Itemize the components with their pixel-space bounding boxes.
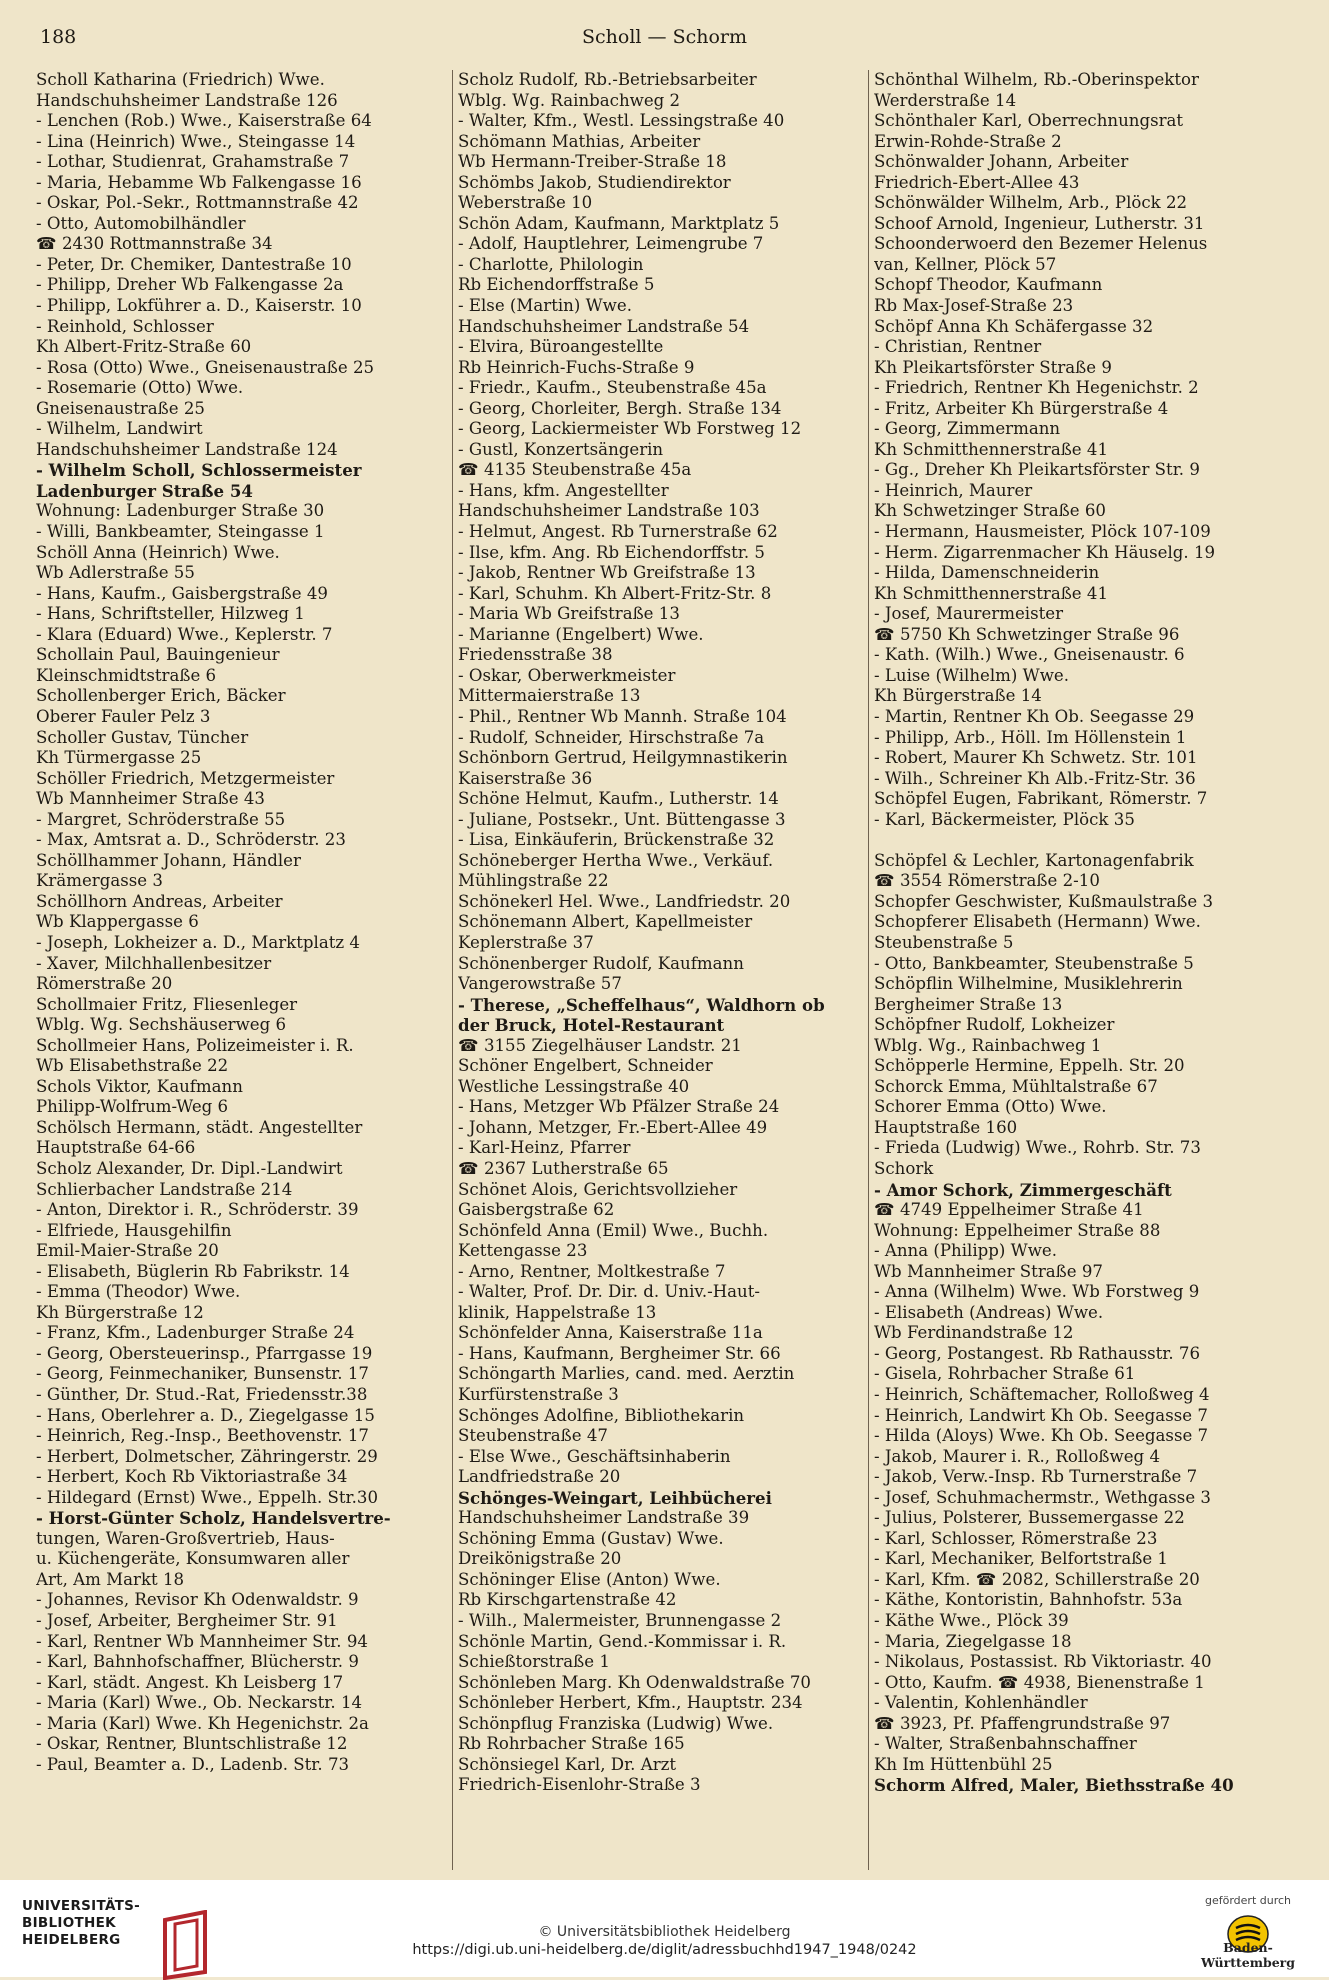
directory-entry: Schömann Mathias, Arbeiter <box>458 131 701 151</box>
directory-entry: Wb Elisabethstraße 22 <box>36 1056 229 1076</box>
directory-entry: - Paul, Beamter a. D., Ladenb. Str. 73 <box>36 1754 350 1774</box>
directory-entry: - Hilda, Damenschneiderin <box>874 563 1100 583</box>
directory-entry: - Jakob, Rentner Wb Greifstraße 13 <box>458 563 756 583</box>
directory-entry: - Georg, Feinmechaniker, Bunsenstr. 17 <box>36 1364 369 1384</box>
directory-entry: Wb Hermann-Treiber-Straße 18 <box>458 152 727 172</box>
directory-entry: - Josef, Maurermeister <box>874 604 1064 624</box>
directory-entry: - Lina (Heinrich) Wwe., Steingasse 14 <box>36 131 356 151</box>
directory-entry: - Lothar, Studienrat, Grahamstraße 7 <box>36 152 350 172</box>
directory-entry: - Wilh., Schreiner Kh Alb.-Fritz-Str. 36 <box>874 768 1196 788</box>
directory-entry: - Luise (Wilhelm) Wwe. <box>874 665 1070 685</box>
directory-entry: Wb Mannheimer Straße 43 <box>36 789 265 809</box>
directory-entry: - Karl, Rentner Wb Mannheimer Str. 94 <box>36 1631 368 1651</box>
directory-entry: - Emma (Theodor) Wwe. <box>36 1282 241 1302</box>
directory-entry: Schollain Paul, Bauingenieur <box>36 645 280 665</box>
directory-entry: Steubenstraße 47 <box>458 1426 608 1446</box>
directory-entry: - Phil., Rentner Wb Mannh. Straße 104 <box>458 706 787 726</box>
directory-entry: - Adolf, Hauptlehrer, Leimengrube 7 <box>458 234 764 254</box>
directory-entry: - Philipp, Arb., Höll. Im Höllenstein 1 <box>874 727 1187 747</box>
directory-entry: Schönthal Wilhelm, Rb.-Oberinspektor <box>874 70 1199 89</box>
directory-column-3 <box>874 70 1294 1796</box>
directory-entry: Schönemann Albert, Kapellmeister <box>458 912 753 932</box>
directory-entry: - Hans, Metzger Wb Pfälzer Straße 24 <box>458 1097 780 1117</box>
directory-entry: - Helmut, Angest. Rb Turnerstraße 62 <box>458 522 778 542</box>
directory-entry: Bergheimer Straße 13 <box>874 994 1063 1014</box>
directory-entry: Dreikönigstraße 20 <box>458 1549 622 1569</box>
directory-entry: Kleinschmidtstraße 6 <box>36 665 217 685</box>
directory-entry: - Anton, Direktor i. R., Schröderstr. 39 <box>36 1200 359 1220</box>
directory-entry: - Willi, Bankbeamter, Steingasse 1 <box>36 522 325 542</box>
directory-entry: Schollmaier Fritz, Fliesenleger <box>36 994 298 1014</box>
page-header <box>40 26 1289 56</box>
library-name-line3: HEIDELBERG <box>22 1932 121 1948</box>
directory-entry: Schön Adam, Kaufmann, Marktplatz 5 <box>458 213 780 233</box>
directory-entry: Steubenstraße 5 <box>874 932 1014 952</box>
directory-entry: - Rosa (Otto) Wwe., Gneisenaustraße 25 <box>36 357 375 377</box>
directory-entry: - Georg, Lackiermeister Wb Forstweg 12 <box>458 419 802 439</box>
directory-entry: - Gisela, Rohrbacher Straße 61 <box>874 1364 1136 1384</box>
directory-entry: Schönwalder Johann, Arbeiter <box>874 152 1129 172</box>
directory-entry: - Arno, Rentner, Moltkestraße 7 <box>458 1261 726 1281</box>
directory-entry: Schönle Martin, Gend.-Kommissar i. R. <box>458 1631 787 1651</box>
directory-entry: Philipp-Wolfrum-Weg 6 <box>36 1097 229 1117</box>
directory-entry: Schöpf Anna Kh Schäfergasse 32 <box>874 316 1154 336</box>
directory-entry: Schöll Anna (Heinrich) Wwe. <box>36 542 280 562</box>
directory-entry: Krämergasse 3 <box>36 871 163 891</box>
directory-entry: Wb Adlerstraße 55 <box>36 563 195 583</box>
directory-entry: Schöne Helmut, Kaufm., Lutherstr. 14 <box>458 789 779 809</box>
directory-entry: van, Kellner, Plöck 57 <box>874 254 1057 274</box>
directory-entry: - Elisabeth (Andreas) Wwe. <box>874 1302 1104 1322</box>
directory-entry: - Otto, Automobilhändler <box>36 213 246 233</box>
directory-entry: - Käthe Wwe., Plöck 39 <box>874 1611 1069 1631</box>
directory-entry: - Max, Amtsrat a. D., Schröderstr. 23 <box>36 830 346 850</box>
directory-entry: Keplerstraße 37 <box>458 932 594 952</box>
directory-entry: Schönpflug Franziska (Ludwig) Wwe. <box>458 1713 774 1733</box>
directory-entry: Rb Kirschgartenstraße 42 <box>458 1590 677 1610</box>
directory-entry: - Charlotte, Philologin <box>458 254 644 274</box>
funder-logo <box>1183 1894 1313 1974</box>
directory-entry: Kh Türmergasse 25 <box>36 748 202 768</box>
directory-entry: - Anna (Wilhelm) Wwe. Wb Forstweg 9 <box>874 1282 1200 1302</box>
directory-entry-bold: Schorm Alfred, Maler, Biethsstraße 40 <box>874 1775 1234 1796</box>
directory-entry: - Walter, Prof. Dr. Dir. d. Univ.-Haut- <box>458 1282 761 1302</box>
directory-entry: Schönborn Gertrud, Heilgymnastikerin <box>458 748 788 768</box>
directory-entry: Schöning Emma (Gustav) Wwe. <box>458 1528 724 1548</box>
directory-entry: Weberstraße 10 <box>458 193 593 213</box>
directory-entry-bold: - Horst-Günter Scholz, Handelsvertre- <box>36 1508 391 1529</box>
directory-entry: - Gustl, Konzertsängerin <box>458 439 664 459</box>
directory-entry: - Valentin, Kohlenhändler <box>874 1693 1088 1713</box>
directory-entry: - Robert, Maurer Kh Schwetz. Str. 101 <box>874 748 1198 768</box>
directory-entry: - Julius, Polsterer, Bussemergasse 22 <box>874 1508 1185 1528</box>
directory-entry: - Oskar, Rentner, Bluntschlistraße 12 <box>36 1734 348 1754</box>
directory-entry: - Johannes, Revisor Kh Odenwaldstr. 9 <box>36 1590 359 1610</box>
directory-entry: Schopfer Geschwister, Kußmaulstraße 3 <box>874 891 1214 911</box>
directory-entry: - Elisabeth, Büglerin Rb Fabrikstr. 14 <box>36 1261 350 1281</box>
directory-entry: - Maria (Karl) Wwe. Kh Hegenichstr. 2a <box>36 1713 369 1733</box>
directory-entry-bold: Ladenburger Straße 54 <box>36 480 253 501</box>
directory-entry: Schöngarth Marlies, cand. med. Aerztin <box>458 1364 795 1384</box>
directory-entry: - Lenchen (Rob.) Wwe., Kaiserstraße 64 <box>36 111 372 131</box>
directory-entry: Schorck Emma, Mühltalstraße 67 <box>874 1076 1158 1096</box>
directory-entry: Schollenberger Erich, Bäcker <box>36 686 286 706</box>
directory-entry: - Elvira, Büroangestellte <box>458 337 664 357</box>
directory-entry: Kh Schmitthennerstraße 41 <box>874 583 1109 603</box>
directory-entry: Friedrich-Ebert-Allee 43 <box>874 172 1080 192</box>
directory-entry: ☎ 3554 Römerstraße 2-10 <box>874 871 1100 891</box>
directory-entry: Kurfürstenstraße 3 <box>458 1385 619 1404</box>
directory-entry: - Christian, Rentner <box>874 337 1042 357</box>
directory-entry: Mittermaierstraße 13 <box>458 686 641 706</box>
directory-entry: Schöllhorn Andreas, Arbeiter <box>36 891 283 911</box>
directory-entry: Kettengasse 23 <box>458 1241 588 1261</box>
directory-entry: - Georg, Chorleiter, Bergh. Straße 134 <box>458 398 782 418</box>
directory-entry: - Josef, Schuhmachermstr., Wethgasse 3 <box>874 1487 1211 1507</box>
directory-entry: Vangerowstraße 57 <box>458 974 622 994</box>
directory-entry: - Hans, Schriftsteller, Hilzweg 1 <box>36 604 305 624</box>
directory-entry: - Oskar, Oberwerkmeister <box>458 665 676 685</box>
directory-entry: - Xaver, Milchhallenbesitzer <box>36 953 272 973</box>
directory-entry: Schönfelder Anna, Kaiserstraße 11a <box>458 1323 763 1343</box>
directory-entry: Kh Albert-Fritz-Straße 60 <box>36 337 252 357</box>
directory-entry: Friedrich-Eisenlohr-Straße 3 <box>458 1775 701 1795</box>
directory-entry: Westliche Lessingstraße 40 <box>458 1076 690 1096</box>
directory-entry: - Günther, Dr. Stud.-Rat, Friedensstr.38 <box>36 1385 368 1404</box>
directory-entry: Schöpfel & Lechler, Kartonagenfabrik <box>874 850 1194 870</box>
directory-entry: Scholz Rudolf, Rb.-Betriebsarbeiter <box>458 70 757 89</box>
directory-entry: ☎ 3923, Pf. Pfaffengrundstraße 97 <box>874 1713 1171 1733</box>
directory-entry: Kh Schwetzinger Straße 60 <box>874 501 1106 521</box>
directory-entry: Rb Heinrich-Fuchs-Straße 9 <box>458 357 695 377</box>
directory-entry: Schönges Adolfine, Bibliothekarin <box>458 1405 745 1425</box>
library-name-line2: BIBLIOTHEK <box>22 1915 116 1931</box>
directory-entry: - Philipp, Dreher Wb Falkengasse 2a <box>36 275 344 295</box>
directory-entry-bold: der Bruck, Hotel-Restaurant <box>458 1015 725 1036</box>
directory-entry: - Reinhold, Schlosser <box>36 316 214 336</box>
directory-entry: - Fritz, Arbeiter Kh Bürgerstraße 4 <box>874 398 1169 418</box>
directory-entry: - Georg, Zimmermann <box>874 419 1061 439</box>
directory-entry: u. Küchengeräte, Konsumwaren aller <box>36 1549 350 1569</box>
directory-entry: - Johann, Metzger, Fr.-Ebert-Allee 49 <box>458 1117 768 1137</box>
directory-entry: Schoonderwoerd den Bezemer Helenus <box>874 234 1208 254</box>
directory-entry: Handschuhsheimer Landstraße 103 <box>458 501 760 521</box>
directory-entry <box>874 830 1294 851</box>
page-title: Scholl — Schorm <box>582 26 747 48</box>
directory-entry: Kh Im Hüttenbühl 25 <box>874 1754 1053 1774</box>
directory-entry: - Jakob, Verw.-Insp. Rb Turnerstraße 7 <box>874 1467 1198 1487</box>
directory-entry: - Else Wwe., Geschäftsinhaberin <box>458 1446 731 1466</box>
directory-entry: - Friedrich, Rentner Kh Hegenichstr. 2 <box>874 378 1199 398</box>
directory-entry: Schölsch Hermann, städt. Angestellter <box>36 1117 363 1137</box>
directory-entry: - Georg, Postangest. Rb Rathausstr. 76 <box>874 1343 1201 1363</box>
directory-entry: Wohnung: Eppelheimer Straße 88 <box>874 1220 1161 1240</box>
directory-entry: - Kath. (Wilh.) Wwe., Gneisenaustr. 6 <box>874 645 1185 665</box>
directory-entry: Schoof Arnold, Ingenieur, Lutherstr. 31 <box>874 213 1205 233</box>
directory-entry: Schork <box>874 1158 934 1178</box>
directory-entry: - Herm. Zigarrenmacher Kh Häuselg. 19 <box>874 542 1216 562</box>
directory-entry: Rb Rohrbacher Straße 165 <box>458 1734 685 1754</box>
directory-entry: Kh Schmitthennerstraße 41 <box>874 439 1109 459</box>
directory-entry: - Maria, Ziegelgasse 18 <box>874 1631 1072 1651</box>
directory-entry: Schollmeier Hans, Polizeimeister i. R. <box>36 1035 354 1055</box>
directory-entry: Schönsiegel Karl, Dr. Arzt <box>458 1754 677 1774</box>
directory-entry: Schorer Emma (Otto) Wwe. <box>874 1097 1107 1117</box>
directory-entry: - Hermann, Hausmeister, Plöck 107-109 <box>874 522 1211 542</box>
funder-name: Baden-Württemberg <box>1201 1940 1295 1970</box>
directory-entry: klinik, Happelstraße 13 <box>458 1302 657 1322</box>
directory-entry: Rb Max-Josef-Straße 23 <box>874 296 1074 316</box>
directory-entry: Kh Bürgerstraße 14 <box>874 686 1042 706</box>
directory-entry: - Georg, Obersteuerinsp., Pfarrgasse 19 <box>36 1343 373 1363</box>
directory-entry: - Jakob, Maurer i. R., Rolloßweg 4 <box>874 1446 1160 1466</box>
directory-entry: - Herbert, Dolmetscher, Zähringerstr. 29 <box>36 1446 378 1466</box>
directory-entry: Wb Klappergasse 6 <box>36 912 199 932</box>
directory-entry: Schönet Alois, Gerichtsvollzieher <box>458 1179 738 1199</box>
directory-entry: Handschuhsheimer Landstraße 124 <box>36 439 338 459</box>
directory-entry: - Karl, städt. Angest. Kh Leisberg 17 <box>36 1672 344 1692</box>
directory-entry: Schönekerl Hel. Wwe., Landfriedstr. 20 <box>458 891 791 911</box>
directory-entry: Landfriedstraße 20 <box>458 1467 621 1487</box>
directory-entry: - Heinrich, Landwirt Kh Ob. Seegasse 7 <box>874 1405 1208 1425</box>
directory-entry: - Herbert, Koch Rb Viktoriastraße 34 <box>36 1467 348 1487</box>
directory-entry: Schönleber Herbert, Kfm., Hauptstr. 234 <box>458 1693 803 1713</box>
directory-entry: Schöpfel Eugen, Fabrikant, Römerstr. 7 <box>874 789 1208 809</box>
directory-entry: ☎ 2367 Lutherstraße 65 <box>458 1158 669 1178</box>
directory-entry: - Marianne (Engelbert) Wwe. <box>458 624 704 644</box>
directory-entry: - Karl-Heinz, Pfarrer <box>458 1138 631 1158</box>
directory-entry: - Hans, kfm. Angestellter <box>458 480 669 500</box>
directory-entry: - Karl, Bahnhofschaffner, Blücherstr. 9 <box>36 1652 359 1672</box>
directory-entry: Schönfeld Anna (Emil) Wwe., Buchh. <box>458 1220 769 1240</box>
directory-entry: Wb Mannheimer Straße 97 <box>874 1261 1103 1281</box>
directory-entry: - Hans, Kaufmann, Bergheimer Str. 66 <box>458 1343 781 1363</box>
directory-entry: - Else (Martin) Wwe. <box>458 296 632 316</box>
directory-entry: - Joseph, Lokheizer a. D., Marktplatz 4 <box>36 932 360 952</box>
directory-entry: - Hilda (Aloys) Wwe. Kh Ob. Seegasse 7 <box>874 1426 1209 1446</box>
directory-entry: Wb Ferdinandstraße 12 <box>874 1323 1074 1343</box>
copyright-notice: © Universitätsbibliothek Heidelberg <box>538 1924 791 1940</box>
directory-entry: Hauptstraße 64-66 <box>36 1138 196 1158</box>
directory-entry: - Walter, Kfm., Westl. Lessingstraße 40 <box>458 111 785 131</box>
directory-entry: - Margret, Schröderstraße 55 <box>36 809 286 829</box>
directory-entry: Schöpfner Rudolf, Lokheizer <box>874 1015 1115 1035</box>
directory-entry: Handschuhsheimer Landstraße 54 <box>458 316 750 336</box>
directory-entry: Gaisbergstraße 62 <box>458 1200 615 1220</box>
directory-entry: Römerstraße 20 <box>36 974 173 994</box>
directory-entry: ☎ 3155 Ziegelhäuser Landstr. 21 <box>458 1035 742 1055</box>
directory-entry: Schießtorstraße 1 <box>458 1652 610 1672</box>
directory-entry: Wblg. Wg., Rainbachweg 1 <box>874 1035 1102 1055</box>
directory-entry: Schöpperle Hermine, Eppelh. Str. 20 <box>874 1056 1185 1076</box>
directory-entry: - Rudolf, Schneider, Hirschstraße 7a <box>458 727 765 747</box>
directory-entry: - Martin, Rentner Kh Ob. Seegasse 29 <box>874 706 1195 726</box>
directory-entry: - Philipp, Lokführer a. D., Kaiserstr. 10 <box>36 296 362 316</box>
directory-entry: Kh Bürgerstraße 12 <box>36 1302 204 1322</box>
directory-entry: - Gg., Dreher Kh Pleikartsförster Str. 9 <box>874 460 1200 480</box>
directory-entry-bold: Schönges-Weingart, Leihbücherei <box>458 1487 772 1508</box>
directory-entry: Schönthaler Karl, Oberrechnungsrat <box>874 111 1184 131</box>
directory-entry: - Hildegard (Ernst) Wwe., Eppelh. Str.30 <box>36 1487 379 1507</box>
directory-entry: ☎ 4749 Eppelheimer Straße 41 <box>874 1200 1144 1220</box>
directory-entry-bold: - Wilhelm Scholl, Schlossermeister <box>36 460 362 481</box>
directory-entry: Schopferer Elisabeth (Hermann) Wwe. <box>874 912 1201 932</box>
directory-entry: Schönenberger Rudolf, Kaufmann <box>458 953 744 973</box>
directory-entry: Rb Eichendorffstraße 5 <box>458 275 655 295</box>
directory-entry: Oberer Fauler Pelz 3 <box>36 706 211 726</box>
directory-entry: Schöner Engelbert, Schneider <box>458 1056 713 1076</box>
directory-entry: Scholz Alexander, Dr. Dipl.-Landwirt <box>36 1158 343 1178</box>
funded-by-label: gefördert durch <box>1204 1894 1292 1907</box>
source-url-link[interactable]: https://digi.ub.uni-heidelberg.de/diglit/adressbuchhd1947_1948/0242 <box>412 1942 917 1958</box>
directory-entry: - Walter, Straßenbahnschaffner <box>874 1734 1137 1754</box>
directory-entry: - Heinrich, Schäftemacher, Rolloßweg 4 <box>874 1385 1210 1404</box>
directory-entry: - Peter, Dr. Chemiker, Dantestraße 10 <box>36 254 352 274</box>
page-number: 188 <box>40 26 77 48</box>
directory-entry: - Maria Wb Greifstraße 13 <box>458 604 680 624</box>
directory-entry: - Elfriede, Hausgehilfin <box>36 1220 232 1240</box>
directory-entry: Art, Am Markt 18 <box>36 1569 185 1589</box>
directory-entry: Werderstraße 14 <box>874 90 1017 110</box>
directory-entry: - Klara (Eduard) Wwe., Keplerstr. 7 <box>36 624 333 644</box>
directory-entry: Kaiserstraße 36 <box>458 768 593 788</box>
directory-entry: ☎ 5750 Kh Schwetzinger Straße 96 <box>874 624 1180 644</box>
directory-entry: - Friedr., Kaufm., Steubenstraße 45a <box>458 378 767 398</box>
directory-entry: - Karl, Schuhm. Kh Albert-Fritz-Str. 8 <box>458 583 772 603</box>
directory-entry: Handschuhsheimer Landstraße 39 <box>458 1508 750 1528</box>
directory-entry: - Hans, Oberlehrer a. D., Ziegelgasse 15 <box>36 1405 375 1425</box>
directory-entry: - Otto, Bankbeamter, Steubenstraße 5 <box>874 953 1194 973</box>
directory-entry: Erwin-Rohde-Straße 2 <box>874 131 1062 151</box>
directory-entry: Schopf Theodor, Kaufmann <box>874 275 1103 295</box>
directory-entry: Schöninger Elise (Anton) Wwe. <box>458 1569 721 1589</box>
directory-entry: Emil-Maier-Straße 20 <box>36 1241 219 1261</box>
directory-entry: Schols Viktor, Kaufmann <box>36 1076 243 1096</box>
directory-entry: - Käthe, Kontoristin, Bahnhofstr. 53a <box>874 1590 1183 1610</box>
directory-entry: - Ilse, kfm. Ang. Rb Eichendorffstr. 5 <box>458 542 765 562</box>
directory-entry-bold: - Therese, „Scheffelhaus“, Waldhorn ob <box>458 994 825 1015</box>
directory-entry: ☎ 4135 Steubenstraße 45a <box>458 460 692 480</box>
directory-entry: Schöpflin Wilhelmine, Musiklehrerin <box>874 974 1183 994</box>
directory-entry: - Heinrich, Maurer <box>874 480 1033 500</box>
directory-entry: tungen, Waren-Großvertrieb, Haus- <box>36 1528 335 1548</box>
directory-entry: - Karl, Schlosser, Römerstraße 23 <box>874 1528 1158 1548</box>
directory-entry: - Karl, Mechaniker, Belfortstraße 1 <box>874 1549 1168 1569</box>
directory-entry: - Wilh., Malermeister, Brunnengasse 2 <box>458 1611 782 1631</box>
directory-entry: - Hans, Kaufm., Gaisbergstraße 49 <box>36 583 328 603</box>
directory-entry: - Lisa, Einkäuferin, Brückenstraße 32 <box>458 830 775 850</box>
directory-entry: Wohnung: Ladenburger Straße 30 <box>36 501 325 521</box>
directory-entry: Scholl Katharina (Friedrich) Wwe. <box>36 70 325 89</box>
directory-entry: Handschuhsheimer Landstraße 126 <box>36 90 338 110</box>
directory-entry: ☎ 2430 Rottmannstraße 34 <box>36 234 273 254</box>
directory-entry: Schömbs Jakob, Studiendirektor <box>458 172 731 192</box>
digitization-footer <box>0 1880 1329 1977</box>
directory-entry: Mühlingstraße 22 <box>458 871 609 891</box>
directory-entry: - Maria, Hebamme Wb Falkengasse 16 <box>36 172 362 192</box>
directory-column-1 <box>36 70 454 1775</box>
directory-entry: Schönleben Marg. Kh Odenwaldstraße 70 <box>458 1672 811 1692</box>
directory-entry: - Wilhelm, Landwirt <box>36 419 203 439</box>
directory-entry: - Karl, Kfm. ☎ 2082, Schillerstraße 20 <box>874 1569 1200 1589</box>
directory-entry: - Franz, Kfm., Ladenburger Straße 24 <box>36 1323 355 1343</box>
directory-entry: Schöllhammer Johann, Händler <box>36 850 301 870</box>
directory-entry-bold: - Amor Schork, Zimmergeschäft <box>874 1179 1172 1200</box>
directory-entry: - Oskar, Pol.-Sekr., Rottmannstraße 42 <box>36 193 359 213</box>
directory-entry: Schöller Friedrich, Metzgermeister <box>36 768 335 788</box>
directory-entry: Schlierbacher Landstraße 214 <box>36 1179 293 1199</box>
directory-entry: Kh Pleikartsförster Straße 9 <box>874 357 1112 377</box>
directory-entry: - Heinrich, Reg.-Insp., Beethovenstr. 17 <box>36 1426 369 1446</box>
directory-entry: Friedensstraße 38 <box>458 645 613 665</box>
directory-entry: Scholler Gustav, Tüncher <box>36 727 249 747</box>
directory-entry: - Josef, Arbeiter, Bergheimer Str. 91 <box>36 1611 338 1631</box>
directory-entry: Schöneberger Hertha Wwe., Verkäuf. <box>458 850 774 870</box>
directory-entry: - Otto, Kaufm. ☎ 4938, Bienenstraße 1 <box>874 1672 1205 1692</box>
directory-entry: Hauptstraße 160 <box>874 1117 1018 1137</box>
directory-entry: Gneisenaustraße 25 <box>36 398 205 418</box>
directory-entry: - Juliane, Postsekr., Unt. Büttengasse 3 <box>458 809 786 829</box>
directory-entry: Wblg. Wg. Sechshäuserweg 6 <box>36 1015 287 1035</box>
directory-entry: - Anna (Philipp) Wwe. <box>874 1241 1058 1261</box>
directory-entry: - Maria (Karl) Wwe., Ob. Neckarstr. 14 <box>36 1693 363 1713</box>
directory-entry: - Nikolaus, Postassist. Rb Viktoriastr. 40 <box>874 1652 1212 1672</box>
directory-entry: - Karl, Bäckermeister, Plöck 35 <box>874 809 1135 829</box>
directory-column-2 <box>458 70 870 1796</box>
directory-entry: - Frieda (Ludwig) Wwe., Rohrb. Str. 73 <box>874 1138 1201 1158</box>
directory-entry: - Rosemarie (Otto) Wwe. <box>36 378 244 398</box>
library-name-line1: UNIVERSITÄTS- <box>22 1898 141 1914</box>
directory-entry: Wblg. Wg. Rainbachweg 2 <box>458 90 681 110</box>
directory-entry: Schönwälder Wilhelm, Arb., Plöck 22 <box>874 193 1188 213</box>
